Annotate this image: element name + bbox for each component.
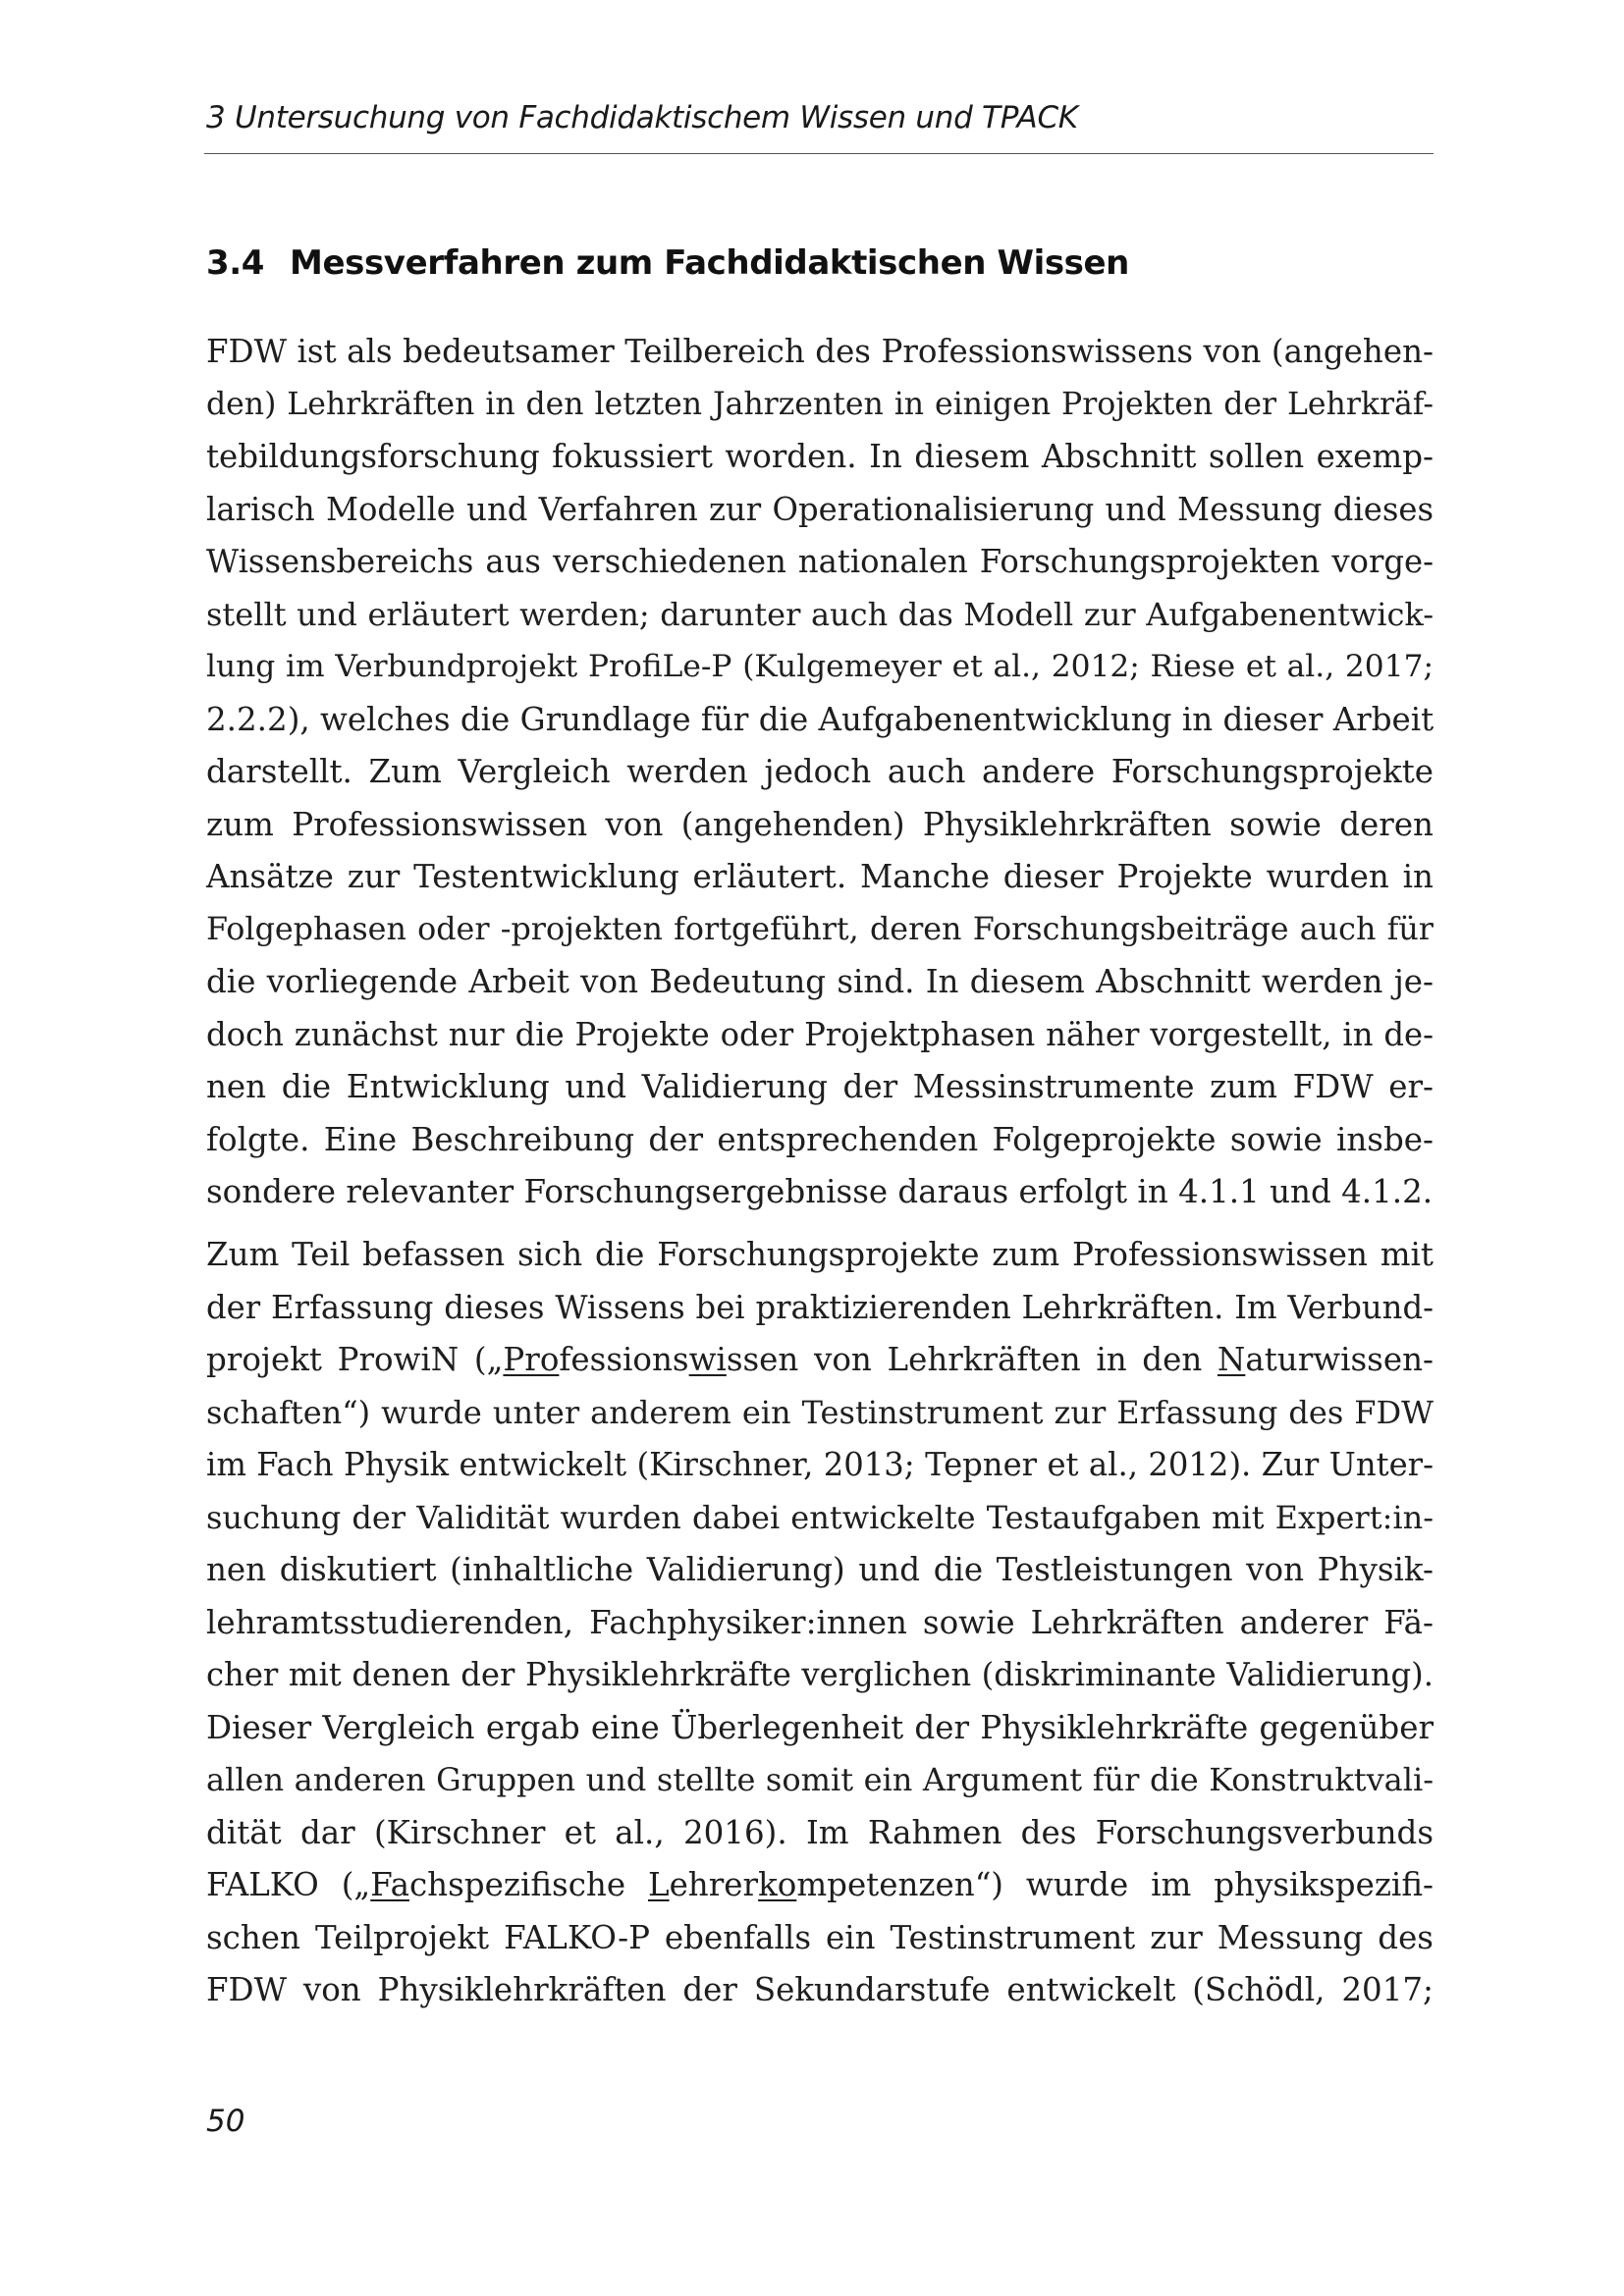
acronym-letter: wi — [688, 1341, 727, 1378]
text-line: Zum Teil befassen sich die Forschungsprojekte zum Professionswissen mit — [206, 1236, 1434, 1273]
running-header: 3 Untersuchung von Fachdidaktischem Wissen und TPACK — [206, 100, 1078, 135]
text-line: suchung der Validität wurden dabei entwickelte Testaufgaben mit Expert:in- — [206, 1498, 1434, 1536]
text-line: cher mit denen der Physiklehrkräfte verglichen (diskriminante Validierung). — [206, 1656, 1434, 1693]
paragraph-1 — [206, 326, 1434, 1219]
text-segment: projekt ProwiN („ — [206, 1341, 504, 1378]
text-line: dität dar (Kirschner et al., 2016). Im Rahmen des Forschungsverbunds — [206, 1813, 1434, 1851]
text-line: lehramtsstudierenden, Fachphysiker:innen sowie Lehrkräften anderer Fä- — [206, 1603, 1434, 1641]
text-line: den) Lehrkräften in den letzten Jahrzenten in einigen Projekten der Lehrkräf- — [206, 386, 1434, 422]
text-segment: mpetenzen“) wurde im physikspezifi- — [796, 1866, 1434, 1903]
text-line: tebildungsforschung fokussiert worden. In diesem Abschnitt sollen exemp- — [206, 438, 1434, 475]
text-line: zum Professionswissen von (angehenden) Physiklehrkräften sowie deren — [206, 805, 1434, 843]
text-segment: FALKO („ — [206, 1866, 371, 1903]
acronym-letter: Pro — [503, 1341, 560, 1378]
text-segment: ehrer — [669, 1866, 759, 1903]
text-line: 2.2.2), welches die Grundlage für die Aufgabenentwicklung in dieser Arbeit — [206, 700, 1435, 738]
text-segment: aturwissen- — [1245, 1341, 1434, 1378]
text-line-with-acronym — [206, 1334, 1434, 1387]
text-line: doch zunächst nur die Projekte oder Projektphasen näher vorgestellt, in de- — [206, 1015, 1434, 1053]
text-line: schaften“) wurde unter anderem ein Testinstrument zur Erfassung des FDW — [206, 1393, 1434, 1431]
text-line: der Erfassung dieses Wissens bei praktizierenden Lehrkräften. Im Verbund- — [206, 1288, 1434, 1326]
text-segment: fessions — [559, 1341, 689, 1378]
text-line: Wissensbereichs aus verschiedenen nationalen Forschungsprojekten vorge- — [206, 543, 1434, 580]
text-line: darstellt. Zum Vergleich werden jedoch auch andere Forschungsprojekte — [206, 753, 1434, 790]
text-segment: chspezifische — [408, 1866, 648, 1903]
paragraph-2 — [206, 1229, 1434, 2017]
acronym-letter: L — [647, 1866, 670, 1903]
text-line: folgte. Eine Beschreibung der entsprechenden Folgeprojekte sowie insbe- — [206, 1120, 1434, 1158]
section-heading — [206, 243, 1129, 283]
header-rule — [204, 153, 1434, 154]
text-line: FDW ist als bedeutsamer Teilbereich des Professionswissens von (angehen- — [206, 333, 1434, 370]
text-line: sondere relevanter Forschungsergebnisse daraus erfolgt in 4.1.1 und 4.1.2. — [206, 1173, 1434, 1210]
text-line: nen diskutiert (inhaltliche Validierung) und die Testleistungen von Physik- — [206, 1551, 1434, 1588]
page-number: 50 — [206, 2104, 245, 2139]
text-line: Ansätze zur Testentwicklung erläutert. Manche dieser Projekte wurden in — [206, 858, 1434, 895]
text-line-with-acronym — [206, 1859, 1434, 1912]
acronym-letter: N — [1217, 1341, 1246, 1378]
acronym-letter: Fa — [370, 1866, 409, 1903]
text-line: Dieser Vergleich ergab eine Überlegenheit der Physiklehrkräfte gegenüber — [206, 1708, 1434, 1746]
text-line: nen die Entwicklung und Validierung der Messinstrumente zum FDW er- — [206, 1068, 1434, 1105]
text-line: FDW von Physiklehrkräften der Sekundarstufe entwickelt (Schödl, 2017; — [206, 1971, 1434, 2008]
text-segment: ssen von Lehrkräften in den — [726, 1341, 1218, 1378]
text-line: stellt und erläutert werden; darunter auch das Modell zur Aufgabenentwick- — [206, 595, 1434, 633]
text-line: im Fach Physik entwickelt (Kirschner, 2013; Tepner et al., 2012). Zur Unter- — [206, 1446, 1434, 1483]
text-line: schen Teilprojekt FALKO-P ebenfalls ein Testinstrument zur Messung des — [206, 1918, 1434, 1956]
text-line: lung im Verbundprojekt ProfiLe-P (Kulgemeyer et al., 2012; Riese et al., 2017; — [206, 649, 1434, 684]
text-line: die vorliegende Arbeit von Bedeutung sind. In diesem Abschnitt werden je- — [206, 963, 1434, 1000]
text-line: Folgephasen oder -projekten fortgeführt, deren Forschungsbeiträge auch für — [206, 911, 1434, 947]
text-line: larisch Modelle und Verfahren zur Operationalisierung und Messung dieses — [206, 490, 1434, 528]
acronym-letter: ko — [758, 1866, 797, 1903]
section-title: Messverfahren zum Fachdidaktischen Wissen — [290, 243, 1129, 283]
text-line: allen anderen Gruppen und stellte somit ein Argument für die Konstruktvali- — [206, 1761, 1434, 1798]
section-number: 3.4 — [206, 243, 265, 283]
